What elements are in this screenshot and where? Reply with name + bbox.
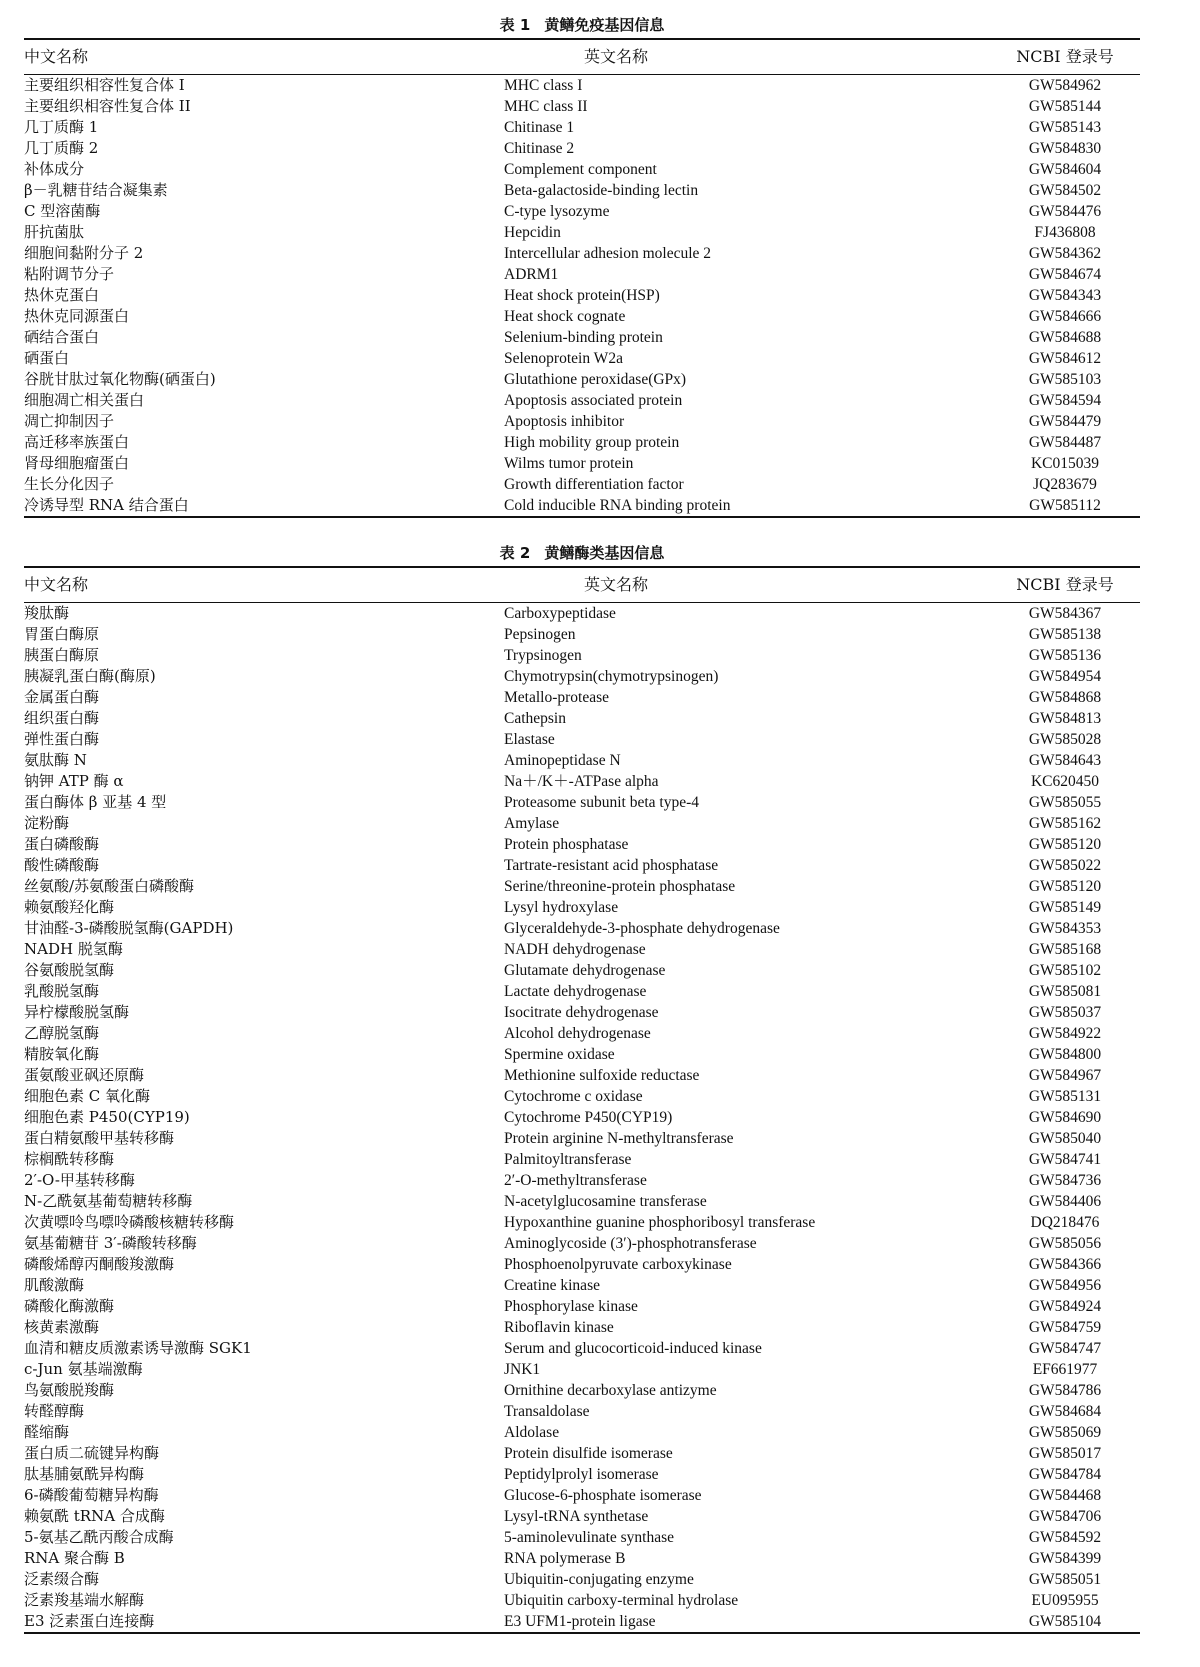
table-row	[24, 750, 1140, 771]
cell-english-name: Glutathione peroxidase(GPx)	[504, 371, 687, 388]
table-row	[24, 981, 1140, 1002]
cell-english-name: Protein disulfide isomerase	[504, 1445, 673, 1462]
cell-chinese-name: 转醛醇酶	[24, 1402, 85, 1420]
table-row	[24, 1569, 1140, 1590]
cell-chinese-name: 泛素缀合酶	[24, 1570, 100, 1588]
cell-english-name: Methionine sulfoxide reductase	[504, 1067, 700, 1084]
table-row	[24, 1254, 1140, 1275]
table-row	[24, 1359, 1140, 1380]
table-row	[24, 1443, 1140, 1464]
table-row	[24, 1527, 1140, 1548]
cell-chinese-name: β－乳糖苷结合凝集素	[24, 181, 168, 199]
table-row	[24, 918, 1140, 939]
cell-ncbi-accession: GW585102	[1028, 962, 1102, 979]
cell-ncbi-accession: GW584367	[1028, 605, 1102, 622]
cell-ncbi-accession: GW584406	[1028, 1193, 1102, 1210]
cell-ncbi-accession: GW585037	[1028, 1004, 1102, 1021]
cell-chinese-name: 乳酸脱氢酶	[24, 982, 100, 1000]
cell-english-name: N-acetylglucosamine transferase	[504, 1193, 707, 1210]
table-row	[24, 1128, 1140, 1149]
cell-chinese-name: 氨基葡糖苷 3′-磷酸转移酶	[24, 1234, 197, 1252]
table-row	[24, 729, 1140, 750]
cell-english-name: Chitinase 2	[504, 140, 575, 157]
cell-chinese-name: 磷酸化酶激酶	[24, 1297, 115, 1315]
table-row	[24, 285, 1140, 306]
cell-english-name: Alcohol dehydrogenase	[504, 1025, 651, 1042]
cell-chinese-name: 丝氨酸/苏氨酸蛋白磷酸酶	[24, 877, 195, 895]
cell-chinese-name: E3 泛素蛋白连接酶	[24, 1611, 504, 1633]
table-row	[24, 1170, 1140, 1191]
table1-immune-genes	[24, 38, 1140, 518]
cell-ncbi-accession: GW585143	[1028, 119, 1102, 136]
cell-english-name: Complement component	[504, 161, 657, 178]
cell-ncbi-accession: GW585138	[1028, 626, 1102, 643]
cell-ncbi-accession: GW585131	[1028, 1088, 1102, 1105]
cell-chinese-name: 蛋白酶体 β 亚基 4 型	[24, 793, 167, 811]
cell-english-name: Glutamate dehydrogenase	[504, 962, 666, 979]
cell-chinese-name: 精胺氧化酶	[24, 1045, 100, 1063]
table-row	[24, 1380, 1140, 1401]
table-row	[24, 1401, 1140, 1422]
cell-ncbi-accession: GW585022	[1028, 857, 1102, 874]
cell-english-name: Amylase	[504, 815, 560, 832]
cell-chinese-name: 粘附调节分子	[24, 265, 115, 283]
cell-chinese-name: 肝抗菌肽	[24, 223, 85, 241]
table-row	[24, 159, 1140, 180]
table2-header-chinese-name: 中文名称	[24, 567, 504, 603]
table-row	[24, 201, 1140, 222]
cell-chinese-name: 细胞间黏附分子 2	[24, 244, 144, 262]
cell-chinese-name: 肾母细胞瘤蛋白	[24, 454, 130, 472]
cell-chinese-name: 谷氨酸脱氢酶	[24, 961, 115, 979]
cell-english-name: Chymotrypsin(chymotrypsinogen)	[504, 668, 719, 685]
cell-chinese-name: 棕榈酰转移酶	[24, 1150, 115, 1168]
table-row	[24, 666, 1140, 687]
table-row	[24, 138, 1140, 159]
cell-chinese-name: 蛋白磷酸酶	[24, 835, 100, 853]
table2-enzyme-genes	[24, 566, 1140, 1634]
cell-ncbi-accession: GW584592	[1028, 1529, 1102, 1546]
table2-title: 黄鳝酶类基因信息	[544, 544, 665, 562]
cell-english-name: Aldolase	[504, 1424, 560, 1441]
cell-english-name: Metallo-protease	[504, 689, 610, 706]
cell-ncbi-accession: GW584688	[1028, 329, 1102, 346]
cell-english-name: Riboflavin kinase	[504, 1319, 614, 1336]
cell-english-name: Selenium-binding protein	[504, 329, 663, 346]
cell-ncbi-accession: GW585081	[1028, 983, 1102, 1000]
cell-ncbi-accession: GW584502	[1028, 182, 1102, 199]
cell-chinese-name: 主要组织相容性复合体 II	[24, 97, 191, 115]
table-row	[24, 243, 1140, 264]
cell-english-name: Trypsinogen	[504, 647, 582, 664]
cell-ncbi-accession: GW584487	[1028, 434, 1102, 451]
table1-title: 黄鳝免疫基因信息	[544, 16, 665, 34]
cell-english-name: 2′-O-methyltransferase	[504, 1172, 647, 1189]
cell-english-name: Beta-galactoside-binding lectin	[504, 182, 699, 199]
cell-english-name: Cytochrome c oxidase	[504, 1088, 643, 1105]
cell-ncbi-accession: GW584736	[1028, 1172, 1102, 1189]
table-row	[24, 1464, 1140, 1485]
cell-ncbi-accession: JQ283679	[1033, 476, 1097, 493]
table-row	[24, 603, 1140, 625]
cell-chinese-name: 5-氨基乙酰丙酸合成酶	[24, 1528, 174, 1546]
cell-chinese-name: 鸟氨酸脱羧酶	[24, 1381, 115, 1399]
cell-english-name: Selenoprotein W2a	[504, 350, 623, 367]
cell-ncbi-accession: GW584741	[1028, 1151, 1102, 1168]
table-row	[24, 939, 1140, 960]
table-row	[24, 834, 1140, 855]
cell-english-name: Growth differentiation factor	[504, 476, 684, 493]
cell-chinese-name: 6-磷酸葡萄糖异构酶	[24, 1486, 159, 1504]
table-row	[24, 1338, 1140, 1359]
cell-ncbi-accession: GW585149	[1028, 899, 1102, 916]
cell-chinese-name: 高迁移率族蛋白	[24, 433, 130, 451]
cell-english-name: Proteasome subunit beta type-4	[504, 794, 699, 811]
cell-ncbi-accession: GW584643	[1028, 752, 1102, 769]
cell-ncbi-accession: GW584612	[1028, 350, 1102, 367]
table-row	[24, 306, 1140, 327]
cell-chinese-name: 弹性蛋白酶	[24, 730, 100, 748]
cell-chinese-name: 赖氨酰 tRNA 合成酶	[24, 1507, 165, 1525]
cell-ncbi-accession: GW584784	[1028, 1466, 1102, 1483]
cell-english-name: Spermine oxidase	[504, 1046, 615, 1063]
table-row	[24, 117, 1140, 138]
table-row	[24, 264, 1140, 285]
table2-header-ncbi-accession: NCBI 登录号	[990, 567, 1140, 603]
cell-english-name: Heat shock protein(HSP)	[504, 287, 660, 304]
table-row	[24, 1233, 1140, 1254]
cell-ncbi-accession: KC015039	[1030, 455, 1100, 472]
cell-chinese-name: 核黄素激酶	[24, 1318, 100, 1336]
table-row	[24, 1590, 1140, 1611]
cell-chinese-name: 血清和糖皮质激素诱导激酶 SGK1	[24, 1339, 252, 1357]
cell-ncbi-accession: GW584684	[1028, 1403, 1102, 1420]
cell-chinese-name: 异柠檬酸脱氢酶	[24, 1003, 130, 1021]
cell-english-name: Glyceraldehyde-3-phosphate dehydrogenase	[504, 920, 780, 937]
cell-ncbi-accession: GW584479	[1028, 413, 1102, 430]
cell-ncbi-accession: DQ218476	[1030, 1214, 1100, 1231]
cell-english-name: Peptidylprolyl isomerase	[504, 1466, 659, 1483]
cell-ncbi-accession: KC620450	[1030, 773, 1100, 790]
cell-english-name: Aminoglycoside (3′)-phosphotransferase	[504, 1235, 757, 1252]
cell-chinese-name: 蛋白质二硫键异构酶	[24, 1444, 160, 1462]
cell-chinese-name: 乙醇脱氢酶	[24, 1024, 100, 1042]
table-row	[24, 75, 1140, 97]
cell-ncbi-accession: GW584666	[1028, 308, 1102, 325]
cell-english-name: MHC class II	[504, 98, 588, 115]
cell-chinese-name: 钠钾 ATP 酶 α	[24, 772, 124, 790]
cell-chinese-name: 硒蛋白	[24, 349, 70, 367]
cell-chinese-name: 蛋白精氨酸甲基转移酶	[24, 1129, 175, 1147]
cell-english-name: Hepcidin	[504, 224, 561, 241]
cell-chinese-name: 淀粉酶	[24, 814, 70, 832]
table1-label: 表 1	[499, 16, 531, 34]
cell-ncbi-accession: GW584476	[1028, 203, 1102, 220]
cell-chinese-name: 几丁质酶 1	[24, 118, 99, 136]
cell-english-name: Cytochrome P450(CYP19)	[504, 1109, 673, 1126]
cell-english-name: C-type lysozyme	[504, 203, 610, 220]
table-row	[24, 855, 1140, 876]
cell-english-name: Isocitrate dehydrogenase	[504, 1004, 659, 1021]
cell-chinese-name: 胃蛋白酶原	[24, 625, 100, 643]
cell-chinese-name: 凋亡抑制因子	[24, 412, 115, 430]
table-row	[24, 348, 1140, 369]
table1-header-chinese-name: 中文名称	[24, 39, 504, 75]
cell-chinese-name: 醛缩酶	[24, 1423, 70, 1441]
cell-chinese-name: N-乙酰氨基葡萄糖转移酶	[24, 1192, 193, 1210]
cell-ncbi-accession: GW585051	[1028, 1571, 1102, 1588]
cell-ncbi-accession: GW584343	[1028, 287, 1102, 304]
cell-chinese-name: 谷胱甘肽过氧化物酶(硒蛋白)	[24, 370, 216, 388]
cell-chinese-name: 肽基脯氨酰异构酶	[24, 1465, 145, 1483]
cell-chinese-name: RNA 聚合酶 B	[24, 1549, 125, 1567]
table-row	[24, 411, 1140, 432]
cell-ncbi-accession: FJ436808	[1034, 224, 1096, 241]
cell-english-name: Serum and glucocorticoid-induced kinase	[504, 1340, 762, 1357]
cell-english-name: Apoptosis inhibitor	[504, 413, 625, 430]
cell-ncbi-accession: GW585144	[1028, 98, 1102, 115]
cell-chinese-name: 生长分化因子	[24, 475, 115, 493]
table2-label: 表 2	[499, 544, 531, 562]
cell-ncbi-accession: GW585168	[1028, 941, 1102, 958]
cell-english-name: Apoptosis associated protein	[504, 392, 683, 409]
cell-ncbi-accession: GW584353	[1028, 920, 1102, 937]
table-row	[24, 432, 1140, 453]
table-row	[24, 369, 1140, 390]
table-row	[24, 1191, 1140, 1212]
table-row	[24, 960, 1140, 981]
cell-chinese-name: 蛋氨酸亚砜还原酶	[24, 1066, 145, 1084]
cell-chinese-name: 胰蛋白酶原	[24, 646, 100, 664]
cell-chinese-name: 甘油醛-3-磷酸脱氢酶(GAPDH)	[24, 919, 234, 937]
cell-chinese-name: C 型溶菌酶	[24, 202, 101, 220]
cell-chinese-name: NADH 脱氢酶	[24, 940, 123, 958]
cell-english-name: Intercellular adhesion molecule 2	[504, 245, 712, 262]
cell-english-name: Carboxypeptidase	[504, 605, 616, 622]
cell-english-name: Protein phosphatase	[504, 836, 629, 853]
cell-chinese-name: 硒结合蛋白	[24, 328, 100, 346]
cell-ncbi-accession: GW584924	[1028, 1298, 1102, 1315]
cell-english-name: Hypoxanthine guanine phosphoribosyl transferase	[504, 1214, 816, 1231]
table-row	[24, 1275, 1140, 1296]
cell-english-name: Lysyl hydroxylase	[504, 899, 619, 916]
cell-chinese-name: 羧肽酶	[24, 604, 70, 622]
cell-ncbi-accession: GW585120	[1028, 836, 1102, 853]
table-row	[24, 390, 1140, 411]
cell-english-name: Phosphoenolpyruvate carboxykinase	[504, 1256, 732, 1273]
cell-english-name: Creatine kinase	[504, 1277, 600, 1294]
cell-chinese-name: c-Jun 氨基端激酶	[24, 1360, 143, 1378]
table-row	[24, 645, 1140, 666]
table2-header-english-name: 英文名称	[504, 567, 990, 603]
cell-ncbi-accession: EF661977	[1032, 1361, 1098, 1378]
cell-ncbi-accession: GW584366	[1028, 1256, 1102, 1273]
table-row	[24, 897, 1140, 918]
cell-english-name: Lysyl-tRNA synthetase	[504, 1508, 649, 1525]
cell-chinese-name: 次黄嘌呤鸟嘌呤磷酸核糖转移酶	[24, 1213, 235, 1231]
table-row	[24, 327, 1140, 348]
cell-ncbi-accession: GW584922	[1028, 1025, 1102, 1042]
cell-ncbi-accession: GW584868	[1028, 689, 1102, 706]
cell-ncbi-accession: GW584362	[1028, 245, 1102, 262]
cell-ncbi-accession: EU095955	[1031, 1592, 1099, 1609]
table-row	[24, 792, 1140, 813]
cell-chinese-name: 热休克同源蛋白	[24, 307, 130, 325]
cell-ncbi-accession: GW584690	[1028, 1109, 1102, 1126]
cell-chinese-name: 热休克蛋白	[24, 286, 100, 304]
cell-english-name: Wilms tumor protein	[504, 455, 634, 472]
table1-body	[24, 75, 1140, 518]
cell-chinese-name: 组织蛋白酶	[24, 709, 100, 727]
cell-ncbi-accession: GW584962	[1028, 77, 1102, 94]
cell-english-name: Phosphorylase kinase	[504, 1298, 638, 1315]
cell-ncbi-accession: GW585069	[1028, 1424, 1102, 1441]
table-row	[24, 1506, 1140, 1527]
cell-english-name: High mobility group protein	[504, 434, 680, 451]
table-row	[24, 771, 1140, 792]
cell-english-name: Ubiquitin carboxy-terminal hydrolase	[504, 1592, 739, 1609]
cell-ncbi-accession: GW584786	[1028, 1382, 1102, 1399]
table2-header-row	[24, 567, 1140, 603]
cell-ncbi-accession: GW584954	[1028, 668, 1102, 685]
table-row	[24, 495, 1140, 517]
table-row	[24, 1107, 1140, 1128]
cell-ncbi-accession: GW585162	[1028, 815, 1102, 832]
table-row	[24, 1548, 1140, 1569]
cell-chinese-name: 主要组织相容性复合体 I	[24, 76, 185, 94]
cell-english-name: Aminopeptidase N	[504, 752, 621, 769]
cell-ncbi-accession: GW584594	[1028, 392, 1102, 409]
cell-ncbi-accession: GW584468	[1028, 1487, 1102, 1504]
cell-ncbi-accession: GW585017	[1028, 1445, 1102, 1462]
table-row	[24, 1296, 1140, 1317]
table-row	[24, 1044, 1140, 1065]
cell-ncbi-accession: GW585103	[1028, 371, 1102, 388]
cell-ncbi-accession: GW585056	[1028, 1235, 1102, 1252]
cell-chinese-name: 金属蛋白酶	[24, 688, 100, 706]
table-row	[24, 1422, 1140, 1443]
cell-english-name: NADH dehydrogenase	[504, 941, 646, 958]
table-row	[24, 1023, 1140, 1044]
table1-header-ncbi-accession: NCBI 登录号	[990, 39, 1140, 75]
cell-chinese-name: 2′-O-甲基转移酶	[24, 1171, 135, 1189]
table-row	[24, 708, 1140, 729]
cell-english-name: Pepsinogen	[504, 626, 576, 643]
cell-ncbi-accession: GW585055	[1028, 794, 1102, 811]
table-row	[24, 1086, 1140, 1107]
cell-chinese-name: 细胞色素 P450(CYP19)	[24, 1108, 190, 1126]
cell-chinese-name: 肌酸激酶	[24, 1276, 85, 1294]
cell-english-name: Cathepsin	[504, 710, 566, 727]
table2-body	[24, 603, 1140, 1634]
cell-english-name: MHC class I	[504, 77, 583, 94]
table-row	[24, 1149, 1140, 1170]
cell-ncbi-accession: GW584604	[1028, 161, 1102, 178]
cell-chinese-name: 几丁质酶 2	[24, 139, 99, 157]
table-row	[24, 1212, 1140, 1233]
cell-ncbi-accession: GW584674	[1028, 266, 1102, 283]
cell-chinese-name: 细胞色素 C 氧化酶	[24, 1087, 151, 1105]
cell-ncbi-accession: GW584830	[1028, 140, 1102, 157]
cell-english-name: Protein arginine N-methyltransferase	[504, 1130, 734, 1147]
table2-caption	[24, 540, 1140, 566]
cell-english-name: Ubiquitin-conjugating enzyme	[504, 1571, 694, 1588]
cell-english-name: Glucose-6-phosphate isomerase	[504, 1487, 702, 1504]
table1-header-row	[24, 39, 1140, 75]
document-page	[24, 12, 1140, 1634]
table1-header-english-name: 英文名称	[504, 39, 990, 75]
cell-english-name: Na＋/K＋-ATPase alpha	[504, 773, 659, 790]
table-row	[24, 453, 1140, 474]
cell-english-name: Serine/threonine-protein phosphatase	[504, 878, 736, 895]
cell-english-name: Palmitoyltransferase	[504, 1151, 632, 1168]
cell-chinese-name: 补体成分	[24, 160, 85, 178]
cell-english-name: Elastase	[504, 731, 555, 748]
cell-ncbi-accession: GW584813	[1028, 710, 1102, 727]
cell-ncbi-accession: GW584747	[1028, 1340, 1102, 1357]
cell-chinese-name: 胰凝乳蛋白酶(酶原)	[24, 667, 156, 685]
cell-english-name: Cold inducible RNA binding protein	[504, 495, 990, 517]
cell-ncbi-accession: GW584759	[1028, 1319, 1102, 1336]
table1-caption	[24, 12, 1140, 38]
table-row	[24, 687, 1140, 708]
cell-english-name: ADRM1	[504, 266, 559, 283]
cell-english-name: Ornithine decarboxylase antizyme	[504, 1382, 717, 1399]
cell-chinese-name: 氨肽酶 N	[24, 751, 87, 769]
table-row	[24, 1611, 1140, 1633]
cell-english-name: 5-aminolevulinate synthase	[504, 1529, 675, 1546]
table-row	[24, 1002, 1140, 1023]
cell-ncbi-accession: GW584399	[1028, 1550, 1102, 1567]
table-row	[24, 474, 1140, 495]
cell-ncbi-accession: GW585120	[1028, 878, 1102, 895]
cell-ncbi-accession: GW585136	[1028, 647, 1102, 664]
cell-chinese-name: 赖氨酸羟化酶	[24, 898, 115, 916]
cell-chinese-name: 细胞凋亡相关蛋白	[24, 391, 145, 409]
cell-english-name: Tartrate-resistant acid phosphatase	[504, 857, 719, 874]
cell-english-name: RNA polymerase B	[504, 1550, 626, 1567]
table-row	[24, 813, 1140, 834]
table-row	[24, 222, 1140, 243]
cell-chinese-name: 磷酸烯醇丙酮酸羧激酶	[24, 1255, 175, 1273]
cell-ncbi-accession: GW584956	[1028, 1277, 1102, 1294]
cell-ncbi-accession: GW585028	[1028, 731, 1102, 748]
cell-ncbi-accession: GW584800	[1028, 1046, 1102, 1063]
cell-ncbi-accession: GW585040	[1028, 1130, 1102, 1147]
table-row	[24, 876, 1140, 897]
cell-english-name: E3 UFM1-protein ligase	[504, 1611, 990, 1633]
cell-english-name: Heat shock cognate	[504, 308, 626, 325]
cell-english-name: Chitinase 1	[504, 119, 575, 136]
cell-ncbi-accession: GW584706	[1028, 1508, 1102, 1525]
table-row	[24, 1317, 1140, 1338]
cell-english-name: Lactate dehydrogenase	[504, 983, 647, 1000]
table-row	[24, 1065, 1140, 1086]
table-row	[24, 1485, 1140, 1506]
cell-chinese-name: 泛素羧基端水解酶	[24, 1591, 145, 1609]
cell-ncbi-accession: GW584967	[1028, 1067, 1102, 1084]
cell-chinese-name: 酸性磷酸酶	[24, 856, 100, 874]
cell-english-name: JNK1	[504, 1361, 541, 1378]
cell-english-name: Transaldolase	[504, 1403, 590, 1420]
table-row	[24, 624, 1140, 645]
cell-chinese-name: 冷诱导型 RNA 结合蛋白	[24, 495, 504, 517]
table-row	[24, 96, 1140, 117]
cell-ncbi-accession: GW585104	[990, 1611, 1140, 1633]
table-row	[24, 180, 1140, 201]
cell-ncbi-accession: GW585112	[990, 495, 1140, 517]
